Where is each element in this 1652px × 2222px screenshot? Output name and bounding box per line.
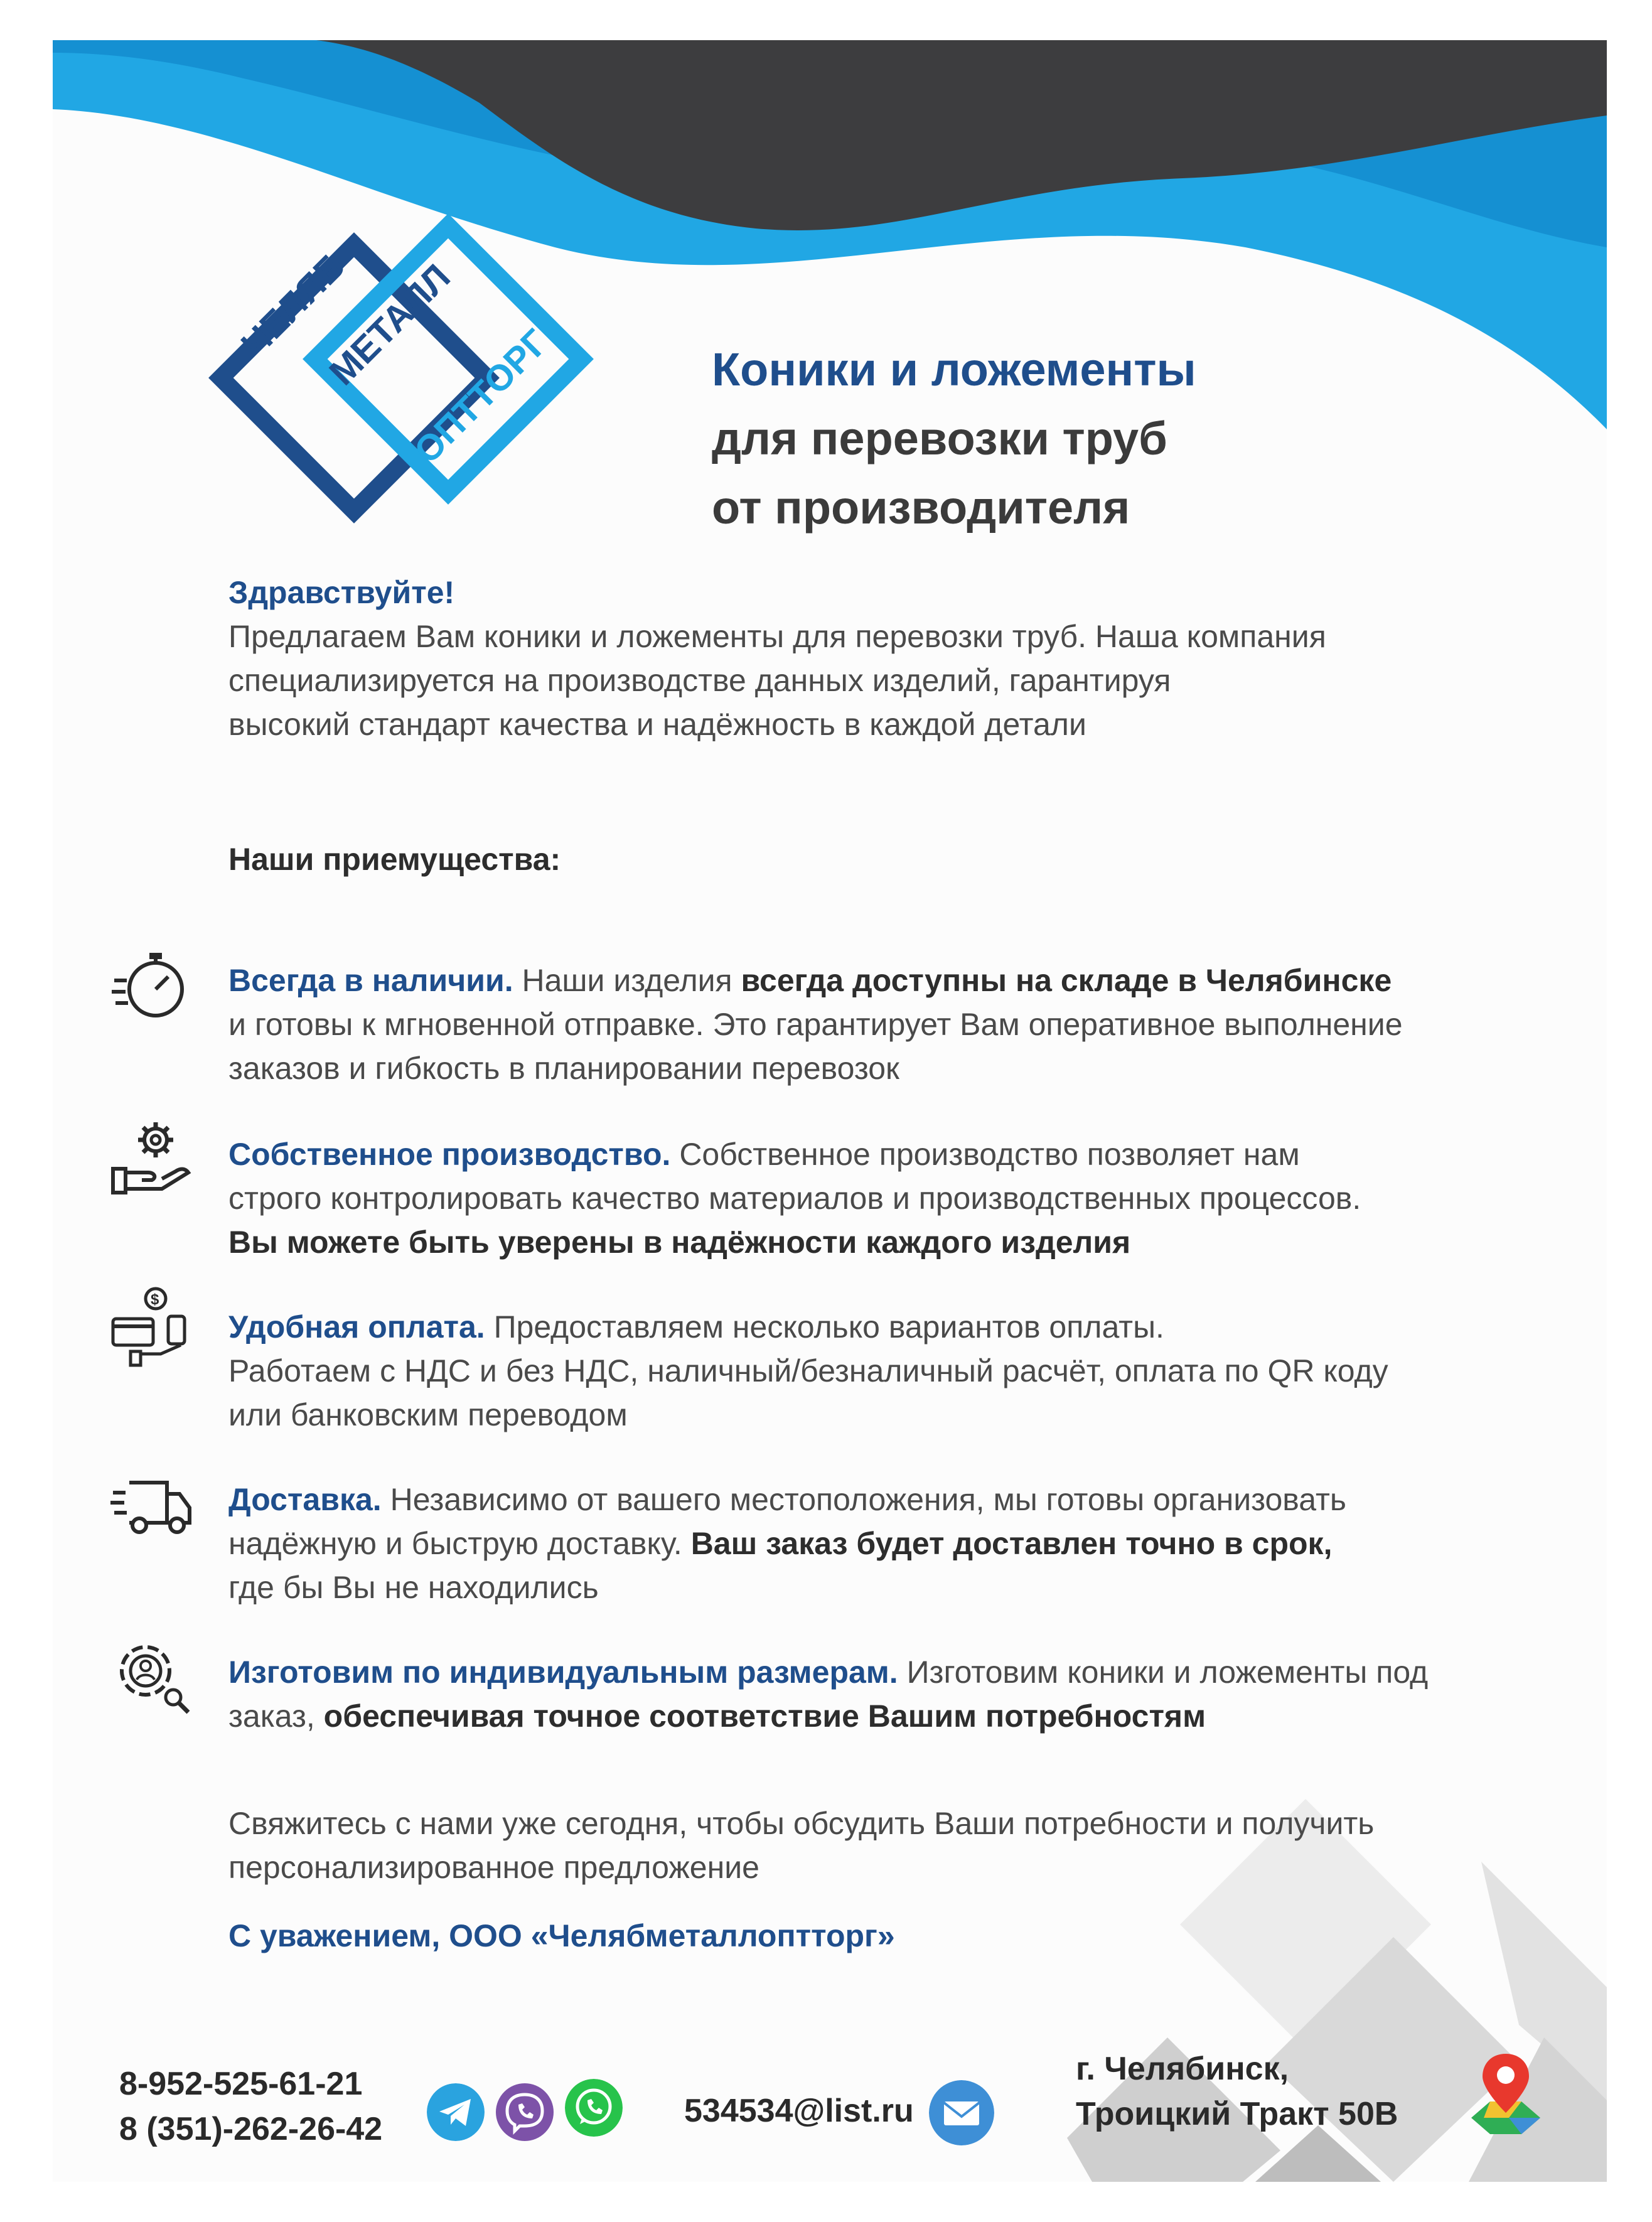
title-line-1: Коники и ложементы xyxy=(712,343,1196,395)
advantage-1-line-3: заказов и гибкость в планировании перевозок xyxy=(228,1051,899,1086)
title-line-3: от производителя xyxy=(712,481,1130,534)
advantage-payment xyxy=(228,1305,1607,1437)
address-street: Троицкий Тракт 50В xyxy=(1076,2096,1398,2132)
gear-hand-icon xyxy=(110,1115,192,1196)
payment-icon xyxy=(110,1286,192,1368)
address-city: г. Челябинск, xyxy=(1076,2051,1289,2087)
advantages-heading: Наши приемущества: xyxy=(228,842,561,877)
advantage-5-line-2-bold: обеспечивая точное соответствие Вашим потребностям xyxy=(323,1699,1206,1734)
page-title xyxy=(712,335,1196,542)
title-line-2: для перевозки труб xyxy=(712,412,1167,464)
advantage-4-line-2-bold: Ваш заказ будет доставлен точно в срок, xyxy=(690,1526,1333,1561)
advantage-3-title: Удобная оплата. xyxy=(228,1309,485,1344)
advantage-3-line-2: Работаем с НДС и без НДС, наличный/безналичный расчёт, оплата по QR коду xyxy=(228,1353,1388,1388)
advantage-delivery xyxy=(228,1478,1607,1609)
advantage-2-text: Собственное производство позволяет нам xyxy=(670,1137,1300,1172)
custom-gear-icon xyxy=(110,1634,192,1716)
advantage-4-text: Независимо от вашего местоположения, мы готовы организовать xyxy=(381,1482,1346,1517)
regards-signature: С уважением, ООО «Челябметаллоптторг» xyxy=(228,1918,895,1953)
phone-1[interactable]: 8-952-525-61-21 xyxy=(119,2066,363,2102)
flyer-page xyxy=(53,40,1607,2182)
telegram-icon[interactable] xyxy=(427,2083,485,2141)
advantage-1-line-2: и готовы к мгновенной отправке. Это гарантирует Вам оперативное выполнение xyxy=(228,1007,1403,1042)
address xyxy=(1076,2046,1398,2137)
svg-text:$: $ xyxy=(151,1291,159,1308)
viber-icon[interactable] xyxy=(496,2083,554,2141)
advantage-5-title: Изготовим по индивидуальным размерам. xyxy=(228,1655,898,1690)
stopwatch-icon xyxy=(110,944,192,1026)
map-pin-icon[interactable] xyxy=(1465,2049,1547,2137)
closing-line-2: персонализированное предложение xyxy=(228,1850,759,1885)
advantage-custom-size xyxy=(228,1650,1607,1738)
logo-word-metall: МЕТАЛЛ xyxy=(321,256,458,394)
advantage-1-bold: всегда доступны на складе в Челябинске xyxy=(741,963,1392,998)
company-logo xyxy=(197,202,599,554)
greeting-section xyxy=(228,571,1607,746)
advantage-5-text: Изготовим коники и ложементы под xyxy=(898,1655,1429,1690)
closing-section xyxy=(228,1801,1607,1889)
advantage-2-line-2: строго контролировать качество материалов и производственных процессов. xyxy=(228,1181,1361,1216)
advantage-4-line-2-text: надёжную и быструю доставку. xyxy=(228,1526,691,1561)
advantage-5-line-2-text: заказ, xyxy=(228,1699,324,1734)
mail-icon[interactable] xyxy=(929,2080,994,2145)
advantage-1-text: Наши изделия xyxy=(513,963,741,998)
advantage-production xyxy=(228,1132,1607,1264)
delivery-truck-icon xyxy=(110,1464,192,1545)
advantage-1-title: Всегда в наличии. xyxy=(228,963,513,998)
advantage-2-line-3: Вы можете быть уверены в надёжности каждого изделия xyxy=(228,1225,1131,1260)
intro-line-3: высокий стандарт качества и надёжность в каждой детали xyxy=(228,707,1086,742)
advantage-4-line-3: где бы Вы не находились xyxy=(228,1570,599,1605)
advantage-3-text: Предоставляем несколько вариантов оплаты. xyxy=(485,1309,1164,1344)
intro-line-1: Предлагаем Вам коники и ложементы для перевозки труб. Наша компания xyxy=(228,619,1326,654)
phone-2[interactable]: 8 (351)-262-26-42 xyxy=(119,2111,383,2147)
greeting-heading: Здравствуйте! xyxy=(228,575,455,610)
intro-line-2: специализируется на производстве данных изделий, гарантируя xyxy=(228,663,1171,698)
advantage-2-title: Собственное производство. xyxy=(228,1137,671,1172)
logo-word-opttorg: ОПТТОРГ xyxy=(406,321,557,472)
whatsapp-icon[interactable] xyxy=(565,2079,623,2137)
advantage-4-title: Доставка. xyxy=(228,1482,382,1517)
closing-line-1: Свяжитесь с нами уже сегодня, чтобы обсудить Ваши потребности и получить xyxy=(228,1806,1375,1841)
email-address[interactable]: 534534@list.ru xyxy=(684,2093,914,2129)
advantage-availability xyxy=(228,958,1607,1090)
phone-numbers xyxy=(119,2061,382,2152)
logo-word-chelyab: ЧЕЛЯБ xyxy=(233,245,353,365)
advantage-3-line-3: или банковским переводом xyxy=(228,1397,628,1432)
